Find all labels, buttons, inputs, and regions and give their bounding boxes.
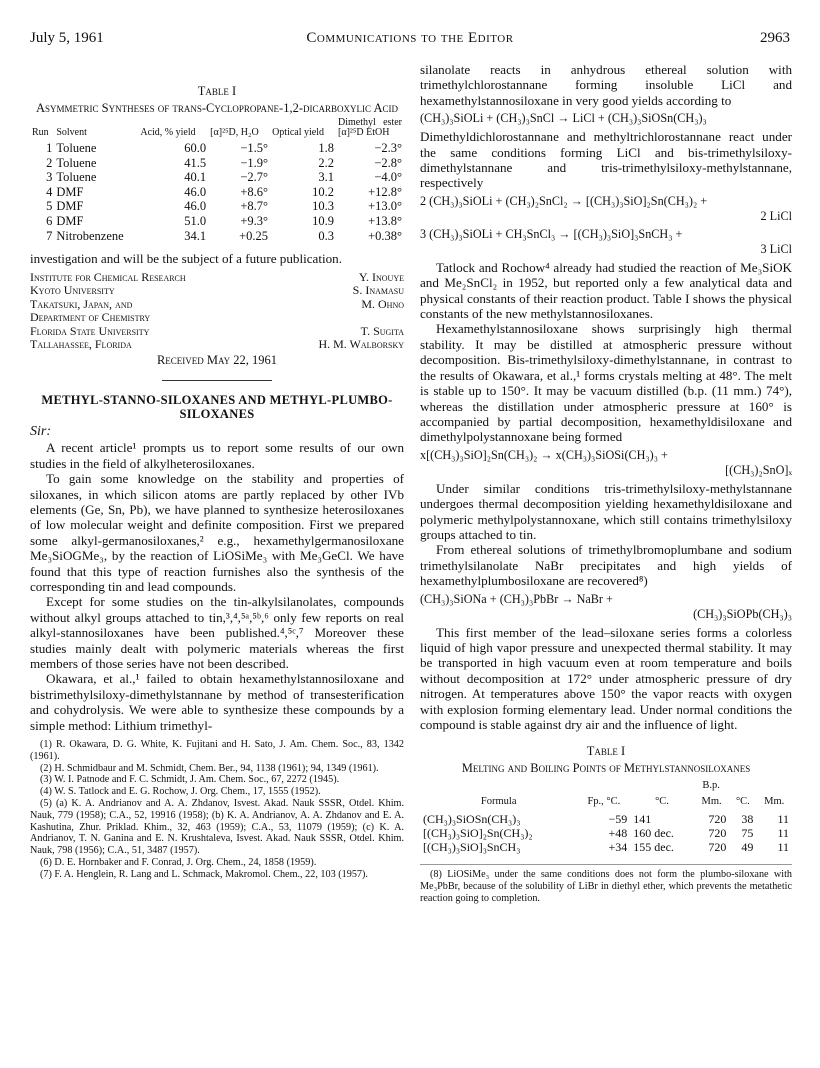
table-cell: 10.2 — [312, 184, 334, 199]
footnote: (1) R. Okawara, D. G. White, K. Fujitani and H. Sato, J. Am. Chem. Soc., 83, 1342 (1961). — [30, 739, 404, 762]
previous-article-ending: investigation and will be the subject of a future publication. — [30, 251, 342, 267]
paragraph: Tatlock and Rochow⁴ already had studied the reaction of Me₃SiOK and Me₂SnCl₂ in 1952, but reported only a few analytical data and physical constants of their reaction product. Table I shows the physical constants of the new methylstannosiloxanes. — [420, 259, 792, 322]
author-name: Y. Inouye — [358, 269, 404, 284]
table-cell: 11 — [777, 812, 789, 827]
paragraph: To gain some knowledge on the stability and properties of siloxanes, in which silicon atoms are partly replaced by other IVb elements (Ge, Sn, Pb), we have planned to synthesize heterosiloxanes of low molecular weight and definite composition. First we prepared some alkyl-germanosiloxanes,² e.g., hexamethylgermanosiloxane Me₃SiOGMe₃, by the reaction of LiOSiMe₃ with Me₃GeCl. We have found that this type of reaction furnishes also the synthesis of the corresponding tin and lead compounds. — [30, 471, 404, 595]
equation-line: 3 LiCl — [760, 241, 792, 256]
table2-header: Fp., °C. — [587, 795, 621, 807]
affiliation-row — [30, 271, 404, 285]
table-cell: 34.1 — [184, 228, 207, 243]
table2 — [420, 778, 792, 854]
affiliation-institution: Takatsuki, Japan, and — [30, 296, 133, 311]
header-date: July 5, 1961 — [30, 30, 104, 46]
table-cell: +12.8° — [368, 184, 402, 199]
author-name: T. Sugita — [360, 323, 404, 338]
table-cell: +0.38° — [368, 228, 402, 243]
table-cell: +13.0° — [368, 199, 402, 214]
salutation: Sir: — [30, 423, 51, 439]
table-cell: +48 — [608, 826, 628, 841]
footnote: (2) H. Schmidbaur and M. Schmidt, Chem. Ber., 94, 1138 (1961); 94, 1349 (1961). — [40, 762, 379, 774]
table-cell: 7 — [46, 228, 53, 243]
table-cell: 10.9 — [312, 213, 334, 228]
table-cell: 38 — [741, 812, 754, 827]
table-cell: (CH₃)₃SiOSn(CH₃)₃ — [423, 812, 521, 827]
equation — [420, 194, 792, 224]
table-cell: Toluene — [56, 155, 97, 170]
affiliation-institution: Kyoto University — [30, 283, 115, 298]
table-cell: 6 — [46, 213, 53, 228]
table-cell: +8.7° — [240, 199, 269, 214]
table1-label: Table I — [197, 84, 237, 98]
table-cell: −1.9° — [240, 155, 269, 170]
header-journal: Communications to the Editor — [306, 30, 514, 46]
table-cell: DMF — [56, 184, 84, 199]
footnote: (5) (a) K. A. Andrianov and A. A. Zhdanov, Isvest. Akad. Nauk SSSR, Otdel. Khim. Nauk, 779 (1958); C.A., 52, 19916 (1958); (b) K. A. Andrianov, A. A. Zhdanov and E. A. Kashutina, Zhur. Priklad. Khim., 32, 463 (1959); C.A., 53, 11079 (1959); (c) K. A. Andrianov, T. N. Ganina and E. N. Krushtaleva, Isvest. Akad. Nauk SSSR, Otdel. Khim. Nauk, 798 (1956); C.A., 51, 3487 (1957). — [30, 798, 404, 857]
paragraph: A recent article¹ prompts us to report some results of our own studies in the field of alkylheterosiloxanes. — [30, 440, 404, 471]
table-cell: Toluene — [56, 141, 97, 155]
footnote: (4) W. S. Tatlock and E. G. Rochow, J. Org. Chem., 17, 1555 (1952). — [40, 786, 321, 798]
footnote: (7) F. A. Henglein, R. Lang and L. Schmack, Makromol. Chem., 22, 103 (1957). — [40, 868, 368, 880]
equation-line: 2 LiCl — [760, 208, 792, 223]
table-cell: −2.8° — [374, 155, 402, 170]
affiliation-institution: Florida State University — [30, 323, 150, 338]
table-cell: 720 — [708, 826, 727, 841]
paragraph: Dimethyldichlorostannane and methyltrichlorostannane react under the same conditions forming LiCl and bis-trimethylsiloxy-dimethylstannane and tris-trimethylsiloxy-methylstannane, respectively — [420, 129, 792, 191]
table-cell: 4 — [46, 184, 53, 199]
table-cell: 720 — [708, 812, 727, 827]
affiliation-institution: Institute for Chemical Research — [30, 269, 186, 284]
table-cell: 46.0 — [184, 199, 207, 214]
table-row — [420, 812, 792, 826]
affiliation-row — [30, 298, 404, 312]
paragraph: Except for some studies on the tin-alkylsilanolates, compounds without alkyl groups attached to tin,³,⁴,⁵ᵃ,⁵ᵇ,⁶ only few reports on real alkyl-stannosiloxanes have been published.⁴,⁵ᶜ,⁷ Moreover these studies mainly dealt with polymeric materials whereas the first members of those series have not been described. — [30, 594, 404, 672]
table-cell: [(CH₃)₃SiO]₂Sn(CH₃)₂ — [423, 826, 533, 841]
left-column — [30, 62, 404, 881]
table-cell: 3.1 — [318, 170, 334, 185]
paragraph: silanolate reacts in anhydrous ethereal solution with trimethylchlorostannane forming insoluble LiCl and hexamethylstannosiloxane in very good yields according to — [420, 62, 792, 108]
divider — [162, 380, 272, 381]
running-header — [30, 30, 790, 50]
table-row — [30, 156, 404, 171]
table-cell: 40.1 — [184, 170, 207, 185]
table-row — [30, 229, 404, 244]
table-cell: DMF — [56, 213, 84, 228]
table-cell: 11 — [777, 826, 789, 841]
table1-header: Run — [32, 127, 49, 138]
affiliation-institution: Tallahassee, Florida — [30, 337, 132, 352]
table1-header: Solvent — [56, 127, 87, 138]
table-cell: 5 — [46, 199, 53, 214]
affiliation-row — [30, 311, 404, 325]
table-row — [30, 170, 404, 185]
table2-header: °C. — [655, 795, 669, 807]
table-cell: 46.0 — [184, 184, 207, 199]
affiliation-row — [30, 325, 404, 339]
table-cell: 11 — [777, 840, 789, 855]
equation — [420, 592, 792, 622]
equation-line: x[(CH₃)₃SiO]₂Sn(CH₃)₂ → x(CH₃)₃SiOSi(CH₃)₃ + — [420, 447, 668, 462]
paragraph: Hexamethylstannosiloxane shows surprisingly high thermal stability. It may be distilled at atmospheric pressure without decomposition. Bis-trimethylsiloxy-dimethylstannane, in contrast to the results of Okawara, et al.,¹ forms crystals melting at 48°. The melt is stable up to 150°. It may be vacuum distilled (b.p. (11 mm.) 74°), whereas the distillation under atmospheric pressure at 160° is accompanied by partial decomposition, hexamethyldisiloxane and dimethylpolystannoxane being formed — [420, 321, 792, 445]
table2-header: Mm. — [764, 795, 785, 807]
table-cell: −4.0° — [374, 170, 402, 185]
equation-line: (CH₃)₃SiOPb(CH₃)₃ — [693, 606, 792, 621]
equation-line: (CH₃)₃SiONa + (CH₃)₃PbBr → NaBr + — [420, 591, 613, 606]
table-cell: [(CH₃)₃SiO]₃SnCH₃ — [423, 840, 521, 855]
table-cell: 75 — [741, 826, 754, 841]
table-cell: 3 — [46, 170, 53, 185]
table1-header: Dimethyl ester [α]²⁵D EtOH — [338, 117, 402, 138]
table-cell: 2.2 — [318, 155, 334, 170]
author-name: M. Ohno — [361, 296, 404, 311]
table-cell: Nitrobenzene — [56, 228, 124, 243]
footnote: (3) W. I. Patnode and F. C. Schmidt, J. Am. Chem. Soc., 67, 2272 (1945). — [40, 774, 340, 786]
header-page-number: 2963 — [760, 30, 790, 46]
equation-line: 2 (CH₃)₃SiOLi + (CH₃)₂SnCl₂ → [(CH₃)₃SiO]₂Sn(CH₃)₂ + — [420, 193, 708, 208]
author-name: H. M. Walborsky — [318, 337, 404, 352]
table-cell: −1.5° — [240, 141, 269, 155]
table-cell: +34 — [608, 840, 628, 855]
received-date: Received May 22, 1961 — [156, 352, 278, 367]
table-cell: +13.8° — [368, 213, 402, 228]
equation-line: 3 (CH₃)₃SiOLi + CH₃SnCl₃ → [(CH₃)₃SiO]₃SnCH₃ + — [420, 226, 683, 241]
table2-header: °C. — [735, 795, 750, 807]
equation: (CH₃)₃SiOLi + (CH₃)₃SnCl → LiCl + (CH₃)₃SiOSn(CH₃)₃ — [420, 111, 707, 126]
table-cell: 720 — [708, 840, 727, 855]
table-row — [30, 199, 404, 214]
paragraph: Okawara, et al.,¹ failed to obtain hexamethylstannosiloxane and bistrimethylsiloxy-dimethylstannane by method of transesterification and cohydrolysis. We were able to synthesize these compounds by a simple method: Lithium trimethyl- — [30, 671, 404, 733]
paragraph: This first member of the lead–siloxane series forms a colorless liquid of high vapor pressure and unexpected thermal stability. It may be transported in high vacuum even at room temperature and boils without decomposition at 172° under atmospheric pressure of dry nitrogen. At temperatures above 150° the vapor reacts with oxygen with explosion forming elementary lead. Under normal conditions the compound is stable against dry air and the influence of light. — [420, 624, 792, 732]
footnote: (6) D. E. Hornbaker and F. Conrad, J. Org. Chem., 24, 1858 (1959). — [40, 857, 317, 869]
table-cell: +8.6° — [240, 184, 269, 199]
table-row — [420, 840, 792, 854]
table1-caption: Asymmetric Syntheses of trans-Cyclopropane-1,2-dicarboxylic Acid — [36, 101, 398, 115]
equation — [420, 448, 792, 478]
table-row — [30, 214, 404, 229]
table-row — [420, 826, 792, 840]
table-row — [30, 185, 404, 200]
paragraph: From ethereal solutions of trimethylbromoplumbane and sodium trimethylsilanolate NaBr precipitates and high yields of hexamethylplumbosiloxane are recovered⁸) — [420, 542, 792, 589]
table1 — [30, 118, 404, 243]
table-cell: 49 — [741, 840, 754, 855]
table1-header: Acid, % yield — [140, 127, 196, 138]
affiliations — [30, 271, 404, 352]
table-cell: 1 — [46, 141, 53, 155]
table-cell: −59 — [608, 812, 628, 827]
table2-bp-header: B.p. — [702, 780, 720, 792]
right-column — [420, 62, 792, 905]
table2-header: Formula — [480, 795, 517, 807]
equation — [420, 227, 792, 257]
affiliation-row — [30, 338, 404, 352]
paragraph: Under similar conditions tris-trimethylsiloxy-methylstannane undergoes thermal decomposition yielding hexamethyldisiloxane and polymeric methylpolystannoxane, which still contains trimethylsiloxy groups attached to tin. — [420, 480, 792, 542]
table-cell: 160 dec. — [633, 826, 674, 841]
footnotes — [30, 739, 404, 881]
table-cell: Toluene — [56, 170, 97, 185]
table1-header: Optical yield — [272, 127, 324, 138]
table-cell: 0.3 — [318, 228, 334, 243]
table-cell: 41.5 — [184, 155, 207, 170]
table-cell: 1.8 — [318, 141, 334, 155]
table-cell: 60.0 — [184, 141, 207, 155]
table-row — [30, 141, 404, 156]
footnote: (8) LiOSiMe₃ under the same conditions does not form the plumbo-siloxane with Me₃PbBr, because of the solubility of LiBr in diethyl ether, which prevents the metathetic reaction going to completion. — [420, 869, 792, 904]
equation-line: [(CH₃)₂SnO]ₓ — [725, 462, 792, 477]
table-cell: +9.3° — [240, 213, 269, 228]
author-name: S. Inamasu — [352, 283, 404, 298]
table-cell: +0.25 — [239, 228, 269, 243]
table-cell: 141 — [633, 812, 652, 827]
table-cell: DMF — [56, 199, 84, 214]
table2-label: Table I — [586, 744, 626, 759]
table2-header: Mm. — [701, 795, 722, 807]
table2-caption: Melting and Boiling Points of Methylstannosiloxanes — [461, 761, 751, 776]
affiliation-institution: Department of Chemistry — [30, 310, 151, 325]
article-title: METHYL-STANNO-SILOXANES AND METHYL-PLUMBO-SILOXANES — [41, 392, 393, 421]
affiliation-row — [30, 284, 404, 298]
table-cell: −2.3° — [374, 141, 402, 155]
table1-header: [α]²⁵D, H₂O — [210, 127, 259, 138]
table-cell: 51.0 — [184, 213, 207, 228]
table-cell: 155 dec. — [633, 840, 674, 855]
table-cell: 10.3 — [312, 199, 334, 214]
table-cell: 2 — [46, 155, 53, 170]
table-cell: −2.7° — [240, 170, 269, 185]
